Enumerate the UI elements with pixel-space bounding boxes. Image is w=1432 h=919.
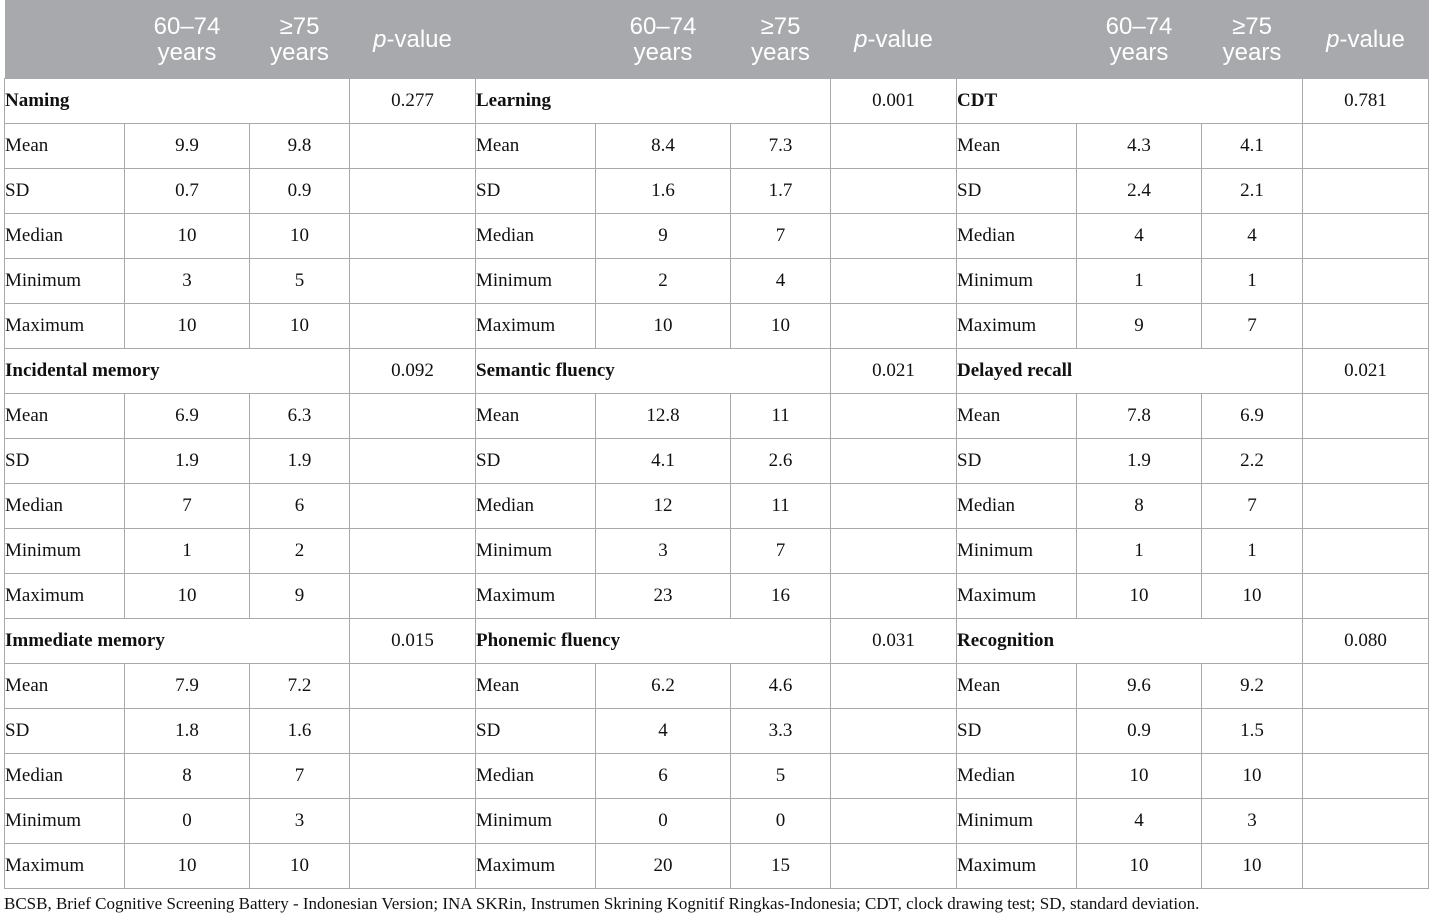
stat-label: Minimum: [957, 259, 1077, 304]
section-row: [5, 79, 1429, 124]
stat-p-empty: [1303, 304, 1429, 349]
header-age-unit: years: [1109, 38, 1169, 66]
stat-p-empty: [831, 664, 957, 709]
stat-label: Maximum: [957, 304, 1077, 349]
stat-value-60-74: 7.8: [1077, 394, 1202, 439]
header-age-60-74: [1077, 1, 1202, 79]
stat-value-60-74: 4: [1077, 799, 1202, 844]
stat-label: Median: [5, 754, 125, 799]
section-title: CDT: [957, 79, 1303, 124]
stat-value-75-plus: 10: [731, 304, 831, 349]
section-title: Learning: [476, 79, 831, 124]
section-p-value: 0.021: [831, 349, 957, 394]
table-row: [5, 574, 1429, 619]
results-table-container: [4, 0, 1428, 889]
section-row: [5, 619, 1429, 664]
table-row: [5, 484, 1429, 529]
section-p-value: 0.080: [1303, 619, 1429, 664]
stat-p-empty: [831, 529, 957, 574]
section-title: Recognition: [957, 619, 1303, 664]
stat-value-75-plus: 1: [1202, 259, 1303, 304]
stat-value-75-plus: 7.3: [731, 124, 831, 169]
stat-value-75-plus: 10: [1202, 754, 1303, 799]
stat-value-75-plus: 10: [250, 304, 350, 349]
stat-p-empty: [831, 484, 957, 529]
stat-value-75-plus: 1: [1202, 529, 1303, 574]
header-age-range: 60–74: [629, 12, 697, 40]
stat-label: Maximum: [476, 844, 596, 889]
stat-value-60-74: 9.6: [1077, 664, 1202, 709]
stat-value-60-74: 0: [596, 799, 731, 844]
header-p-letter: p: [854, 25, 868, 53]
stat-value-75-plus: 2.2: [1202, 439, 1303, 484]
stat-label: SD: [476, 709, 596, 754]
stat-label: Minimum: [476, 259, 596, 304]
stat-value-75-plus: 2.1: [1202, 169, 1303, 214]
stat-value-60-74: 1: [1077, 529, 1202, 574]
stat-p-empty: [350, 664, 476, 709]
stat-label: Mean: [957, 124, 1077, 169]
stat-label: Median: [476, 484, 596, 529]
header-age-range: ≥75: [1232, 12, 1272, 40]
section-p-value: 0.021: [1303, 349, 1429, 394]
table-row: [5, 394, 1429, 439]
table-row: [5, 259, 1429, 304]
stat-value-60-74: 9.9: [125, 124, 250, 169]
stat-label: Maximum: [957, 844, 1077, 889]
stat-label: Mean: [957, 394, 1077, 439]
stat-p-empty: [831, 754, 957, 799]
stat-value-60-74: 12: [596, 484, 731, 529]
stat-value-75-plus: 3: [250, 799, 350, 844]
table-footnote: BCSB, Brief Cognitive Screening Battery - Indonesian Version; INA SKRin, Instrumen Skrining Kognitif Ringkas-Indonesia; CDT, clock drawing test; SD, standard deviation.: [4, 894, 1200, 913]
stat-value-60-74: 1.8: [125, 709, 250, 754]
stat-value-75-plus: 15: [731, 844, 831, 889]
table-row: [5, 439, 1429, 484]
section-row: [5, 349, 1429, 394]
stat-value-60-74: 6: [596, 754, 731, 799]
stat-p-empty: [831, 709, 957, 754]
stat-label: Maximum: [5, 844, 125, 889]
stat-value-60-74: 1.6: [596, 169, 731, 214]
header-blank-cell: [957, 1, 1077, 79]
stat-p-empty: [350, 124, 476, 169]
stat-value-75-plus: 2: [250, 529, 350, 574]
stat-p-empty: [1303, 439, 1429, 484]
section-title: Semantic fluency: [476, 349, 831, 394]
stat-value-60-74: 4.3: [1077, 124, 1202, 169]
stat-value-60-74: 4: [596, 709, 731, 754]
header-p-suffix: -value: [867, 25, 933, 53]
stat-label: Median: [5, 214, 125, 259]
header-age-75-plus: [250, 1, 350, 79]
stat-p-empty: [1303, 754, 1429, 799]
stat-value-60-74: 2.4: [1077, 169, 1202, 214]
header-p-suffix: -value: [386, 25, 452, 53]
stat-p-empty: [350, 394, 476, 439]
stat-value-60-74: 10: [1077, 754, 1202, 799]
stat-p-empty: [1303, 529, 1429, 574]
stat-value-60-74: 2: [596, 259, 731, 304]
header-age-60-74: [125, 1, 250, 79]
stat-p-empty: [350, 709, 476, 754]
stat-value-75-plus: 0.9: [250, 169, 350, 214]
results-table: [4, 0, 1429, 889]
stat-value-75-plus: 4.6: [731, 664, 831, 709]
stat-value-60-74: 10: [1077, 844, 1202, 889]
stat-value-60-74: 0.7: [125, 169, 250, 214]
stat-value-75-plus: 11: [731, 394, 831, 439]
stat-value-60-74: 9: [596, 214, 731, 259]
stat-label: Median: [476, 214, 596, 259]
stat-label: Maximum: [957, 574, 1077, 619]
header-p-value: [1303, 1, 1429, 79]
stat-value-75-plus: 0: [731, 799, 831, 844]
stat-label: Mean: [5, 124, 125, 169]
section-title: Immediate memory: [5, 619, 350, 664]
stat-label: Mean: [5, 664, 125, 709]
stat-value-60-74: 6.9: [125, 394, 250, 439]
stat-p-empty: [1303, 844, 1429, 889]
stat-value-75-plus: 7: [731, 214, 831, 259]
table-row: [5, 754, 1429, 799]
section-title: Phonemic fluency: [476, 619, 831, 664]
table-row: [5, 304, 1429, 349]
stat-value-75-plus: 1.7: [731, 169, 831, 214]
stat-p-empty: [1303, 664, 1429, 709]
stat-label: SD: [5, 439, 125, 484]
stat-value-60-74: 0: [125, 799, 250, 844]
stat-value-75-plus: 9.8: [250, 124, 350, 169]
stat-p-empty: [831, 304, 957, 349]
table-header: [5, 1, 1429, 79]
stat-value-60-74: 3: [125, 259, 250, 304]
section-p-value: 0.015: [350, 619, 476, 664]
header-age-75-plus: [731, 1, 831, 79]
stat-label: Minimum: [476, 529, 596, 574]
section-p-value: 0.092: [350, 349, 476, 394]
stat-value-75-plus: 7: [731, 529, 831, 574]
stat-p-empty: [1303, 214, 1429, 259]
stat-value-60-74: 1: [125, 529, 250, 574]
table-row: [5, 124, 1429, 169]
stat-p-empty: [831, 214, 957, 259]
header-age-range: 60–74: [1105, 12, 1173, 40]
stat-p-empty: [831, 574, 957, 619]
stat-label: Maximum: [476, 574, 596, 619]
stat-value-60-74: 10: [125, 574, 250, 619]
stat-value-75-plus: 4: [731, 259, 831, 304]
stat-label: Mean: [957, 664, 1077, 709]
stat-value-75-plus: 7: [1202, 484, 1303, 529]
stat-value-60-74: 9: [1077, 304, 1202, 349]
section-p-value: 0.277: [350, 79, 476, 124]
stat-value-75-plus: 1.9: [250, 439, 350, 484]
stat-value-60-74: 23: [596, 574, 731, 619]
stat-value-60-74: 12.8: [596, 394, 731, 439]
stat-value-75-plus: 5: [731, 754, 831, 799]
stat-label: SD: [476, 439, 596, 484]
section-p-value: 0.001: [831, 79, 957, 124]
stat-label: SD: [476, 169, 596, 214]
stat-value-75-plus: 3.3: [731, 709, 831, 754]
section-p-value: 0.031: [831, 619, 957, 664]
stat-value-75-plus: 4.1: [1202, 124, 1303, 169]
stat-value-75-plus: 7: [250, 754, 350, 799]
stat-value-75-plus: 10: [250, 214, 350, 259]
header-p-letter: p: [1326, 25, 1340, 53]
stat-p-empty: [1303, 484, 1429, 529]
stat-label: Median: [957, 754, 1077, 799]
stat-value-60-74: 20: [596, 844, 731, 889]
stat-value-60-74: 4.1: [596, 439, 731, 484]
stat-label: Mean: [476, 394, 596, 439]
stat-p-empty: [350, 799, 476, 844]
stat-p-empty: [350, 754, 476, 799]
stat-label: Median: [957, 214, 1077, 259]
stat-value-75-plus: 2.6: [731, 439, 831, 484]
table-row: [5, 844, 1429, 889]
stat-value-75-plus: 7: [1202, 304, 1303, 349]
stat-value-60-74: 3: [596, 529, 731, 574]
stat-value-60-74: 10: [125, 214, 250, 259]
header-row: [5, 1, 1429, 79]
stat-value-60-74: 10: [596, 304, 731, 349]
table-row: [5, 709, 1429, 754]
stat-label: Minimum: [5, 799, 125, 844]
table-row: [5, 799, 1429, 844]
table-body: [5, 79, 1429, 889]
stat-label: Minimum: [5, 529, 125, 574]
stat-value-75-plus: 6.3: [250, 394, 350, 439]
stat-p-empty: [831, 169, 957, 214]
header-age-range: ≥75: [279, 12, 320, 40]
stat-value-75-plus: 7.2: [250, 664, 350, 709]
stat-p-empty: [350, 439, 476, 484]
stat-p-empty: [831, 394, 957, 439]
header-p-value: [831, 1, 957, 79]
stat-p-empty: [831, 799, 957, 844]
stat-label: SD: [5, 169, 125, 214]
header-blank-cell: [476, 1, 596, 79]
stat-value-75-plus: 6: [250, 484, 350, 529]
stat-value-60-74: 7: [125, 484, 250, 529]
stat-p-empty: [831, 259, 957, 304]
stat-value-60-74: 8.4: [596, 124, 731, 169]
stat-label: Median: [957, 484, 1077, 529]
header-p-value: [350, 1, 476, 79]
stat-value-75-plus: 16: [731, 574, 831, 619]
stat-value-60-74: 1.9: [125, 439, 250, 484]
stat-value-60-74: 6.2: [596, 664, 731, 709]
stat-value-60-74: 10: [1077, 574, 1202, 619]
stat-p-empty: [350, 214, 476, 259]
table-row: [5, 529, 1429, 574]
stat-value-75-plus: 4: [1202, 214, 1303, 259]
stat-p-empty: [350, 574, 476, 619]
stat-p-empty: [831, 124, 957, 169]
stat-label: Minimum: [957, 529, 1077, 574]
header-blank-cell: [5, 1, 125, 79]
stat-value-75-plus: 3: [1202, 799, 1303, 844]
stat-value-75-plus: 10: [250, 844, 350, 889]
stat-value-60-74: 1.9: [1077, 439, 1202, 484]
stat-value-60-74: 0.9: [1077, 709, 1202, 754]
header-age-unit: years: [157, 38, 217, 66]
header-age-75-plus: [1202, 1, 1303, 79]
stat-label: Maximum: [5, 574, 125, 619]
stat-p-empty: [1303, 799, 1429, 844]
stat-value-75-plus: 9: [250, 574, 350, 619]
stat-value-75-plus: 1.6: [250, 709, 350, 754]
stat-value-60-74: 10: [125, 304, 250, 349]
stat-p-empty: [350, 844, 476, 889]
stat-label: Minimum: [476, 799, 596, 844]
stat-value-60-74: 8: [1077, 484, 1202, 529]
stat-p-empty: [1303, 394, 1429, 439]
stat-label: Maximum: [476, 304, 596, 349]
stat-label: Mean: [476, 124, 596, 169]
stat-label: Median: [476, 754, 596, 799]
stat-label: Mean: [476, 664, 596, 709]
stat-p-empty: [350, 304, 476, 349]
section-title: Delayed recall: [957, 349, 1303, 394]
stat-value-60-74: 1: [1077, 259, 1202, 304]
section-p-value: 0.781: [1303, 79, 1429, 124]
header-p-suffix: -value: [1339, 25, 1405, 53]
header-age-unit: years: [751, 38, 810, 66]
stat-value-75-plus: 11: [731, 484, 831, 529]
stat-p-empty: [831, 844, 957, 889]
stat-p-empty: [350, 529, 476, 574]
header-age-unit: years: [1222, 38, 1282, 66]
stat-value-60-74: 10: [125, 844, 250, 889]
stat-label: SD: [957, 169, 1077, 214]
stat-label: Mean: [5, 394, 125, 439]
header-age-unit: years: [270, 38, 329, 66]
section-title: Incidental memory: [5, 349, 350, 394]
stat-p-empty: [1303, 124, 1429, 169]
stat-value-60-74: 4: [1077, 214, 1202, 259]
header-age-range: ≥75: [760, 12, 801, 40]
header-p-letter: p: [373, 25, 387, 53]
stat-label: Median: [5, 484, 125, 529]
stat-value-75-plus: 10: [1202, 844, 1303, 889]
stat-value-75-plus: 6.9: [1202, 394, 1303, 439]
stat-label: Minimum: [5, 259, 125, 304]
table-row: [5, 169, 1429, 214]
stat-value-75-plus: 9.2: [1202, 664, 1303, 709]
stat-value-60-74: 8: [125, 754, 250, 799]
stat-p-empty: [350, 259, 476, 304]
stat-p-empty: [1303, 574, 1429, 619]
stat-p-empty: [831, 439, 957, 484]
stat-label: SD: [5, 709, 125, 754]
stat-value-75-plus: 10: [1202, 574, 1303, 619]
table-row: [5, 664, 1429, 709]
header-age-unit: years: [633, 38, 693, 66]
stat-p-empty: [1303, 259, 1429, 304]
stat-value-60-74: 7.9: [125, 664, 250, 709]
stat-label: SD: [957, 439, 1077, 484]
stat-p-empty: [350, 484, 476, 529]
header-age-60-74: [596, 1, 731, 79]
table-row: [5, 214, 1429, 259]
stat-label: SD: [957, 709, 1077, 754]
stat-value-75-plus: 1.5: [1202, 709, 1303, 754]
section-title: Naming: [5, 79, 350, 124]
header-age-range: 60–74: [153, 12, 221, 40]
stat-label: Minimum: [957, 799, 1077, 844]
stat-p-empty: [350, 169, 476, 214]
stat-label: Maximum: [5, 304, 125, 349]
stat-value-75-plus: 5: [250, 259, 350, 304]
stat-p-empty: [1303, 169, 1429, 214]
stat-p-empty: [1303, 709, 1429, 754]
